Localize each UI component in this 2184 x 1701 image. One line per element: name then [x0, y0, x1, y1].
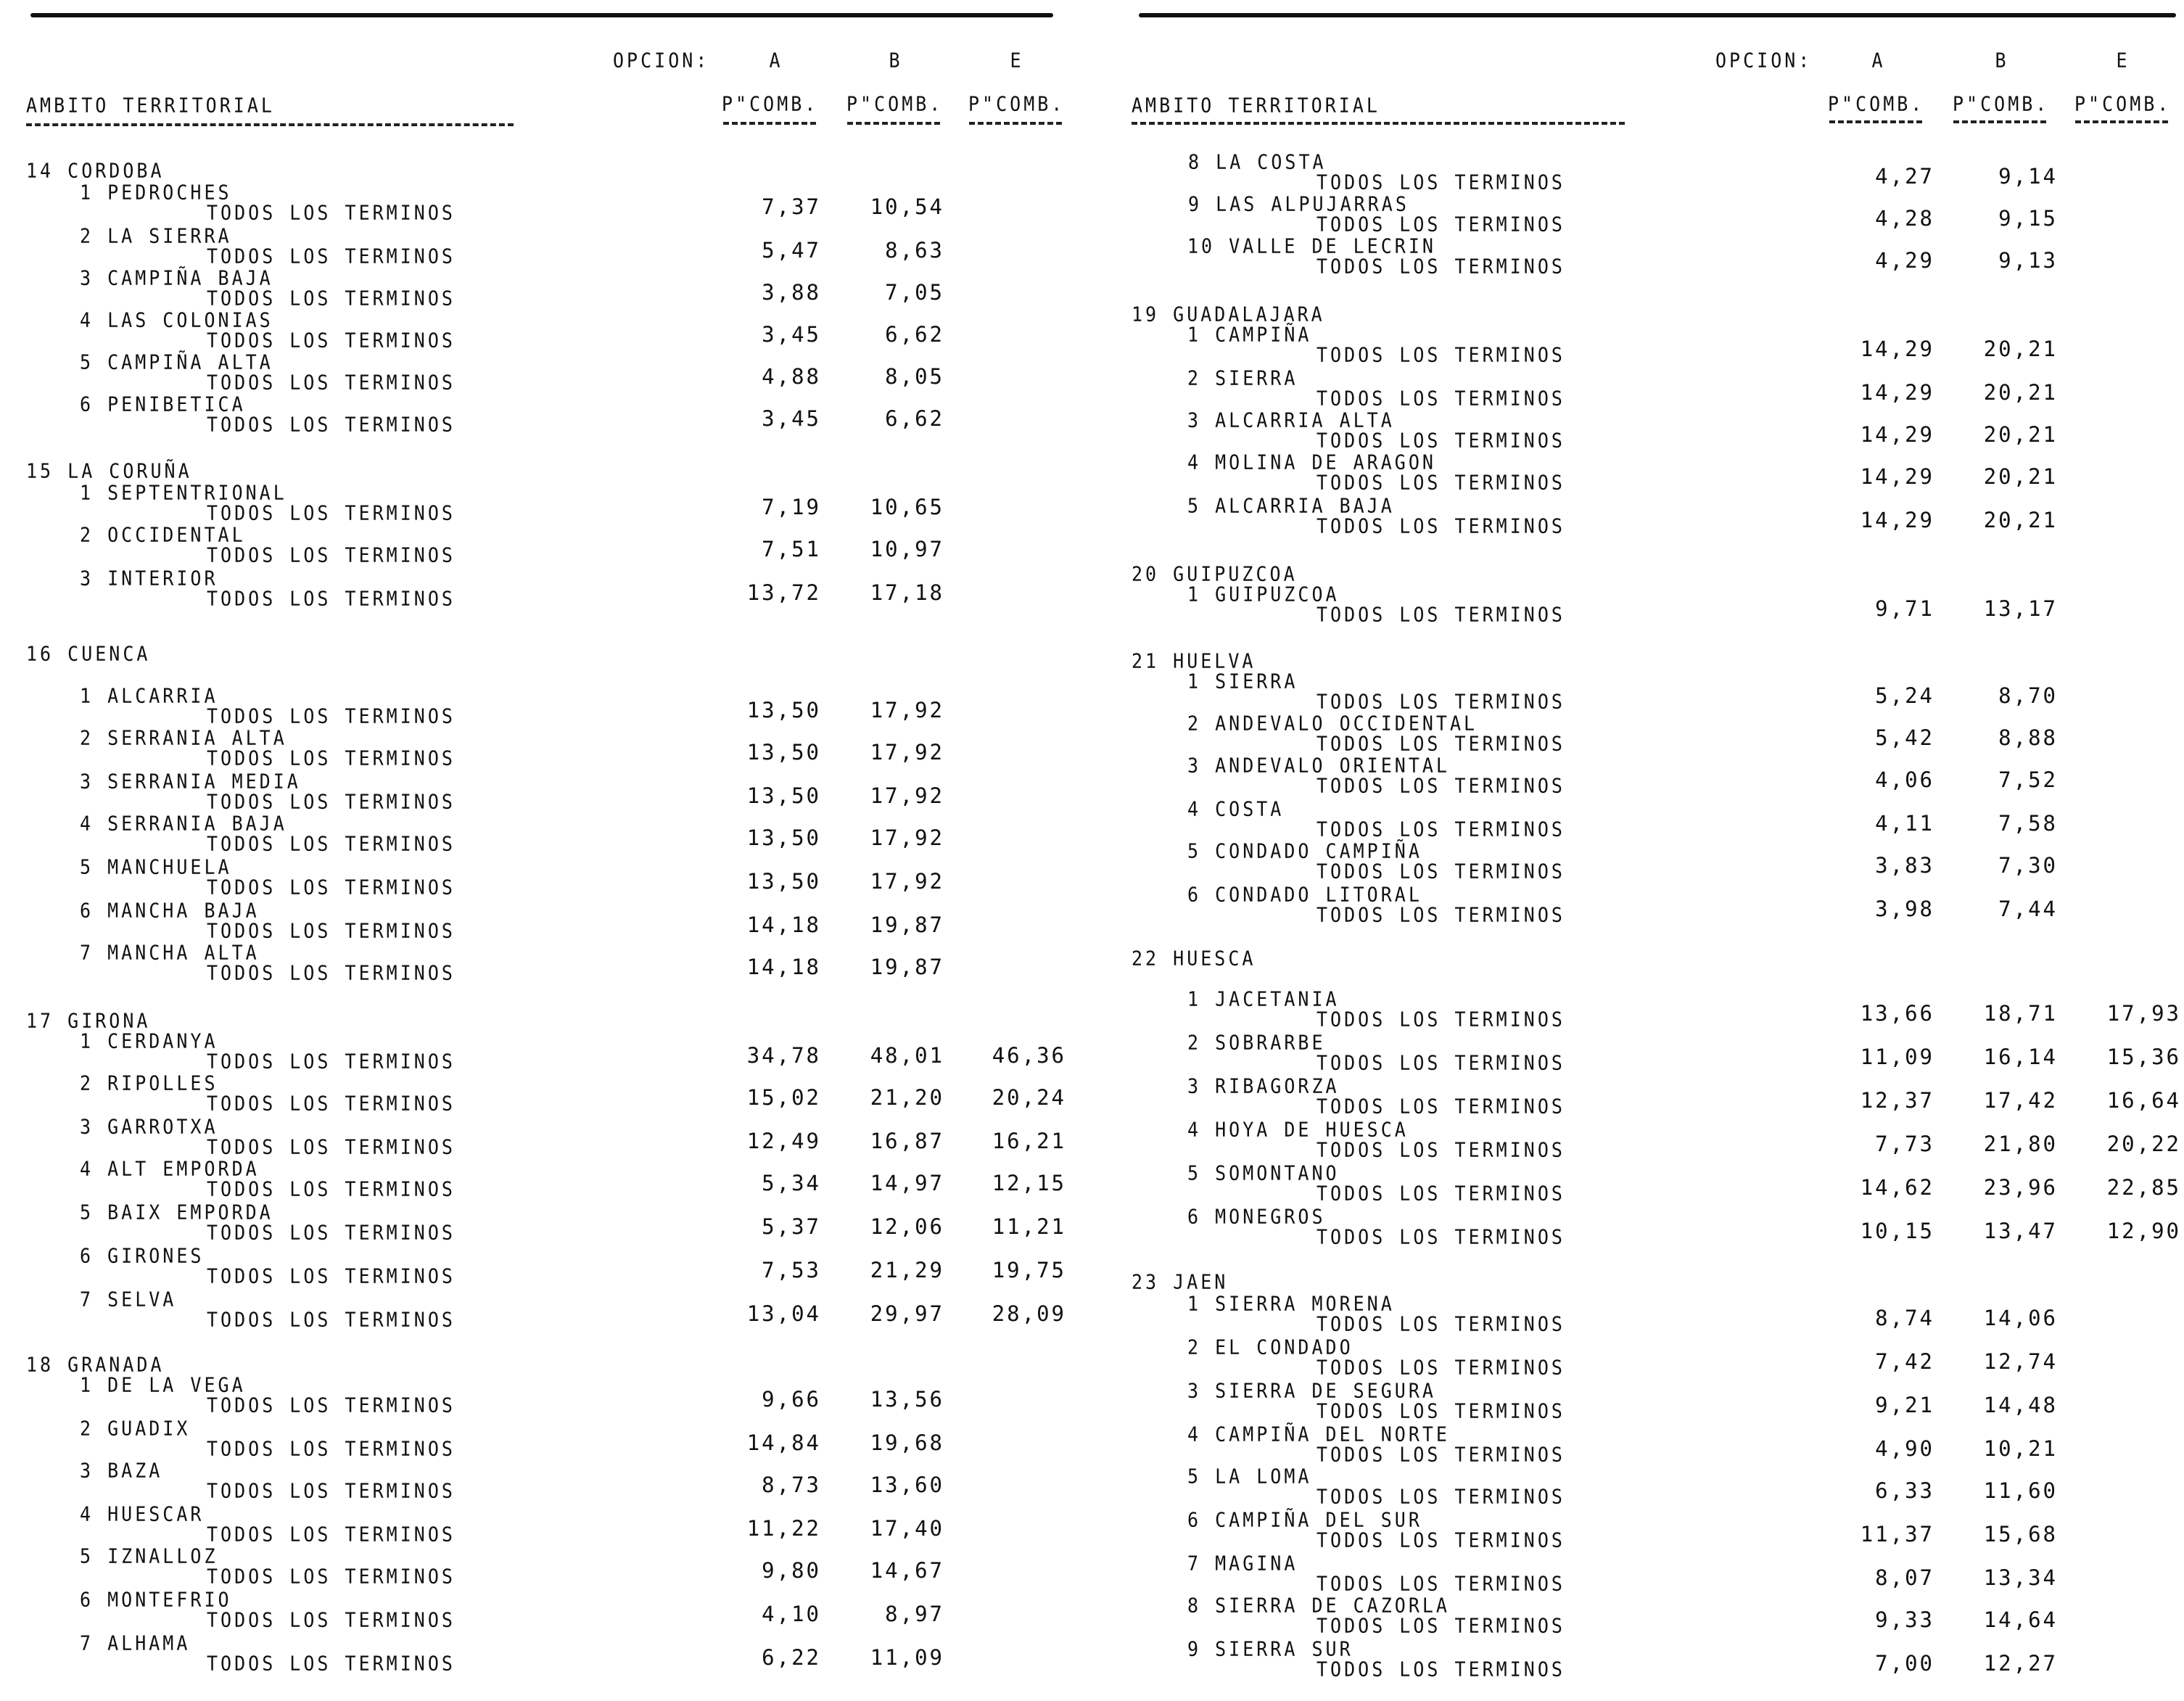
comarca-label: 1 JACETANIA — [1187, 987, 1340, 1011]
terms-label: TODOS LOS TERMINOS — [207, 200, 456, 225]
column-b-header: P"COMB. — [1953, 91, 2050, 116]
value-option-a: 11,22 — [746, 1516, 821, 1541]
comarca-label: 1 PEDROCHES — [80, 180, 232, 205]
column-a-underline — [723, 122, 816, 125]
value-option-e: 16,21 — [992, 1129, 1066, 1153]
column-b-underline — [847, 122, 940, 125]
comarca-label: 6 MONEGROS — [1187, 1204, 1326, 1229]
value-option-b: 10,65 — [870, 495, 944, 519]
value-option-b: 6,62 — [885, 406, 944, 431]
value-option-b: 12,27 — [1983, 1651, 2058, 1676]
value-option-a: 7,00 — [1875, 1651, 1934, 1676]
opcion-label: OPCION: — [613, 48, 710, 73]
value-option-a: 7,51 — [762, 537, 821, 561]
value-option-a: 9,71 — [1875, 596, 1934, 621]
ambito-underline — [26, 123, 514, 126]
terms-label: TODOS LOS TERMINOS — [1316, 817, 1565, 841]
terms-label: TODOS LOS TERMINOS — [207, 789, 456, 814]
column-a-underline — [1829, 120, 1922, 123]
comarca-label: 1 ALCARRIA — [80, 683, 218, 708]
ambito-underline — [1132, 122, 1625, 125]
value-option-e: 28,09 — [992, 1301, 1066, 1326]
value-option-b: 8,63 — [885, 238, 944, 263]
value-option-b: 20,21 — [1983, 508, 2058, 532]
value-option-a: 34,78 — [746, 1043, 821, 1068]
comarca-label: 1 GUIPUZCOA — [1187, 582, 1340, 606]
value-option-e: 12,90 — [2106, 1219, 2181, 1243]
value-option-b: 6,62 — [885, 322, 944, 347]
value-option-b: 8,70 — [1998, 683, 2058, 708]
comarca-label: 5 IZNALLOZ — [80, 1544, 218, 1568]
value-option-e: 20,22 — [2106, 1132, 2181, 1156]
terms-label: TODOS LOS TERMINOS — [1316, 859, 1565, 884]
column-b-header: P"COMB. — [846, 91, 944, 116]
terms-label: TODOS LOS TERMINOS — [1316, 1311, 1565, 1336]
terms-label: TODOS LOS TERMINOS — [207, 1091, 456, 1116]
option-a-label: A — [1871, 48, 1886, 73]
value-option-b: 20,21 — [1983, 422, 2058, 447]
value-option-a: 5,34 — [762, 1171, 821, 1195]
terms-label: TODOS LOS TERMINOS — [207, 1651, 456, 1676]
comarca-label: 5 CAMPIÑA ALTA — [80, 350, 273, 374]
comarca-label: 6 PENIBETICA — [80, 392, 246, 416]
terms-label: TODOS LOS TERMINOS — [207, 412, 456, 437]
value-option-a: 9,80 — [762, 1558, 821, 1583]
comarca-label: 7 SELVA — [80, 1287, 177, 1311]
value-option-b: 21,80 — [1983, 1132, 2058, 1156]
value-option-a: 7,37 — [762, 194, 821, 219]
value-option-b: 17,42 — [1983, 1088, 2058, 1113]
terms-label: TODOS LOS TERMINOS — [1316, 1484, 1565, 1509]
left-page — [0, 0, 1066, 1701]
value-option-b: 21,29 — [870, 1258, 944, 1282]
comarca-label: 5 SOMONTANO — [1187, 1161, 1340, 1185]
value-option-b: 7,05 — [885, 280, 944, 305]
value-option-a: 7,19 — [762, 495, 821, 519]
terms-label: TODOS LOS TERMINOS — [1316, 212, 1565, 236]
value-option-a: 4,10 — [762, 1602, 821, 1626]
terms-label: TODOS LOS TERMINOS — [1316, 342, 1565, 367]
value-option-b: 13,17 — [1983, 596, 2058, 621]
comarca-label: 9 LAS ALPUJARRAS — [1174, 191, 1409, 216]
terms-label: TODOS LOS TERMINOS — [1316, 1094, 1565, 1119]
province-heading: 23 JAEN — [1132, 1269, 1229, 1294]
comarca-label: 1 CERDANYA — [80, 1029, 218, 1053]
terms-label: TODOS LOS TERMINOS — [207, 746, 456, 770]
value-option-a: 11,37 — [1860, 1522, 1934, 1546]
value-option-b: 7,52 — [1998, 767, 2058, 792]
value-option-e: 19,75 — [992, 1258, 1066, 1282]
comarca-label: 5 CONDADO CAMPIÑA — [1187, 839, 1422, 863]
comarca-label: 4 LAS COLONIAS — [80, 308, 273, 332]
terms-label: TODOS LOS TERMINOS — [1316, 1007, 1565, 1031]
value-option-b: 8,88 — [1998, 725, 2058, 750]
terms-label: TODOS LOS TERMINOS — [1316, 1657, 1565, 1681]
province-heading: 21 HUELVA — [1132, 648, 1256, 673]
ambito-territorial-label: AMBITO TERRITORIAL — [1132, 93, 1380, 118]
comarca-label: 2 GUADIX — [80, 1416, 191, 1441]
value-option-b: 12,74 — [1983, 1349, 2058, 1374]
comarca-label: 4 SERRANIA BAJA — [80, 811, 287, 836]
terms-label: TODOS LOS TERMINOS — [207, 286, 456, 310]
terms-label: TODOS LOS TERMINOS — [207, 1436, 456, 1461]
comarca-label: 7 MAGINA — [1187, 1551, 1298, 1576]
comarca-label: 6 GIRONES — [80, 1243, 205, 1268]
column-e-header: P"COMB. — [968, 91, 1066, 116]
value-option-b: 9,15 — [1998, 206, 2058, 231]
column-e-underline — [2075, 120, 2168, 123]
value-option-a: 4,06 — [1875, 767, 1934, 792]
terms-label: TODOS LOS TERMINOS — [207, 1564, 456, 1589]
terms-label: TODOS LOS TERMINOS — [1316, 602, 1565, 627]
terms-label: TODOS LOS TERMINOS — [207, 328, 456, 353]
comarca-label: 1 CAMPIÑA — [1187, 322, 1312, 347]
comarca-label: 9 SIERRA SUR — [1187, 1636, 1353, 1661]
terms-label: TODOS LOS TERMINOS — [1316, 1571, 1565, 1596]
top-rule — [30, 13, 1053, 17]
terms-label: TODOS LOS TERMINOS — [1316, 773, 1565, 798]
terms-label: TODOS LOS TERMINOS — [207, 1478, 456, 1503]
right-page — [1121, 0, 2184, 1701]
comarca-label: 7 ALHAMA — [80, 1631, 191, 1655]
value-option-e: 16,64 — [2106, 1088, 2181, 1113]
value-option-a: 5,47 — [762, 238, 821, 263]
terms-label: TODOS LOS TERMINOS — [207, 960, 456, 985]
province-heading: 18 GRANADA — [26, 1352, 165, 1377]
terms-label: TODOS LOS TERMINOS — [1316, 902, 1565, 927]
terms-label: TODOS LOS TERMINOS — [1316, 386, 1565, 411]
value-option-b: 17,92 — [870, 825, 944, 850]
value-option-a: 3,88 — [762, 280, 821, 305]
terms-label: TODOS LOS TERMINOS — [207, 1393, 456, 1417]
comarca-label: 5 LA LOMA — [1187, 1464, 1312, 1488]
comarca-label: 3 CAMPIÑA BAJA — [80, 265, 273, 290]
value-option-b: 7,44 — [1998, 897, 2058, 921]
value-option-b: 23,96 — [1983, 1175, 2058, 1200]
value-option-a: 12,37 — [1860, 1088, 1934, 1113]
comarca-label: 4 HOYA DE HUESCA — [1187, 1117, 1409, 1142]
comarca-label: 8 SIERRA DE CAZORLA — [1187, 1593, 1450, 1618]
option-b-label: B — [1995, 48, 2009, 73]
value-option-a: 14,29 — [1860, 508, 1934, 532]
value-option-a: 10,15 — [1860, 1219, 1934, 1243]
value-option-a: 9,21 — [1875, 1393, 1934, 1417]
value-option-a: 4,88 — [762, 364, 821, 389]
value-option-a: 14,29 — [1860, 422, 1934, 447]
value-option-b: 19,87 — [870, 955, 944, 979]
value-option-a: 6,33 — [1875, 1478, 1934, 1503]
terms-label: TODOS LOS TERMINOS — [1316, 1399, 1565, 1423]
terms-label: TODOS LOS TERMINOS — [207, 1220, 456, 1245]
province-heading: 22 HUESCA — [1132, 946, 1256, 971]
value-option-a: 4,28 — [1875, 206, 1934, 231]
terms-label: TODOS LOS TERMINOS — [1316, 1442, 1565, 1467]
comarca-label: 4 CAMPIÑA DEL NORTE — [1187, 1422, 1450, 1446]
option-e-label: E — [2116, 48, 2130, 73]
comarca-label: 5 MANCHUELA — [80, 854, 232, 879]
comarca-label: 2 SOBRARBE — [1187, 1030, 1326, 1055]
terms-label: TODOS LOS TERMINOS — [1316, 1050, 1565, 1075]
value-option-a: 5,37 — [762, 1214, 821, 1239]
comarca-label: 4 COSTA — [1187, 796, 1285, 821]
comarca-label: 7 MANCHA ALTA — [80, 940, 260, 965]
value-option-a: 4,29 — [1875, 248, 1934, 273]
terms-label: TODOS LOS TERMINOS — [207, 831, 456, 856]
terms-label: TODOS LOS TERMINOS — [1316, 1528, 1565, 1552]
terms-label: TODOS LOS TERMINOS — [1316, 428, 1565, 453]
value-option-b: 7,30 — [1998, 853, 2058, 878]
terms-label: TODOS LOS TERMINOS — [1316, 1613, 1565, 1638]
comarca-label: 3 ALCARRIA ALTA — [1187, 408, 1395, 432]
terms-label: TODOS LOS TERMINOS — [207, 704, 456, 728]
value-option-b: 12,06 — [870, 1214, 944, 1239]
value-option-e: 15,36 — [2106, 1045, 2181, 1069]
comarca-label: 8 LA COSTA — [1174, 149, 1327, 174]
comarca-label: 4 MOLINA DE ARAGON — [1187, 450, 1436, 474]
comarca-label: 1 SIERRA MORENA — [1187, 1291, 1395, 1316]
terms-label: TODOS LOS TERMINOS — [207, 1607, 456, 1632]
terms-label: TODOS LOS TERMINOS — [1316, 1224, 1565, 1249]
value-option-b: 14,64 — [1983, 1607, 2058, 1632]
terms-label: TODOS LOS TERMINOS — [1316, 470, 1565, 495]
comarca-label: 3 INTERIOR — [80, 566, 218, 590]
comarca-label: 10 VALLE DE LECRIN — [1187, 234, 1436, 258]
terms-label: TODOS LOS TERMINOS — [207, 1307, 456, 1332]
value-option-b: 19,68 — [870, 1430, 944, 1455]
value-option-b: 17,92 — [870, 740, 944, 765]
value-option-b: 13,60 — [870, 1473, 944, 1497]
comarca-label: 1 DE LA VEGA — [80, 1372, 246, 1397]
value-option-b: 10,21 — [1983, 1436, 2058, 1461]
value-option-b: 17,92 — [870, 698, 944, 722]
value-option-e: 12,15 — [992, 1171, 1066, 1195]
value-option-a: 13,50 — [746, 740, 821, 765]
value-option-a: 8,74 — [1875, 1306, 1934, 1330]
province-heading: 16 CUENCA — [26, 641, 151, 666]
value-option-b: 15,68 — [1983, 1522, 2058, 1546]
comarca-label: 3 ANDEVALO ORIENTAL — [1187, 753, 1450, 778]
comarca-label: 2 RIPOLLES — [80, 1071, 218, 1095]
comarca-label: 3 SERRANIA MEDIA — [80, 769, 301, 794]
value-option-a: 14,62 — [1860, 1175, 1934, 1200]
value-option-a: 6,22 — [762, 1645, 821, 1670]
column-e-header: P"COMB. — [2074, 91, 2172, 116]
comarca-label: 1 SEPTENTRIONAL — [80, 480, 287, 505]
value-option-b: 11,60 — [1983, 1478, 2058, 1503]
value-option-a: 14,29 — [1860, 464, 1934, 489]
comarca-label: 4 HUESCAR — [80, 1502, 205, 1526]
comarca-label: 5 ALCARRIA BAJA — [1187, 493, 1395, 518]
value-option-a: 3,45 — [762, 406, 821, 431]
value-option-a: 13,50 — [746, 698, 821, 722]
column-e-underline — [969, 122, 1062, 125]
value-option-b: 9,14 — [1998, 164, 2058, 189]
value-option-b: 14,06 — [1983, 1306, 2058, 1330]
terms-label: TODOS LOS TERMINOS — [207, 244, 456, 268]
value-option-a: 13,50 — [746, 869, 821, 894]
opcion-label: OPCION: — [1715, 48, 1813, 73]
terms-label: TODOS LOS TERMINOS — [207, 1264, 456, 1288]
option-e-label: E — [1010, 48, 1024, 73]
value-option-b: 10,54 — [870, 194, 944, 219]
value-option-b: 16,87 — [870, 1129, 944, 1153]
province-heading: 14 CORDOBA — [26, 158, 165, 183]
value-option-a: 7,73 — [1875, 1132, 1934, 1156]
value-option-a: 4,11 — [1875, 811, 1934, 836]
ambito-territorial-label: AMBITO TERRITORIAL — [26, 93, 275, 118]
value-option-a: 14,29 — [1860, 337, 1934, 361]
value-option-a: 8,07 — [1875, 1565, 1934, 1590]
value-option-e: 20,24 — [992, 1085, 1066, 1110]
value-option-b: 17,18 — [870, 580, 944, 605]
comarca-label: 2 EL CONDADO — [1187, 1335, 1353, 1359]
value-option-e: 11,21 — [992, 1214, 1066, 1239]
value-option-a: 11,09 — [1860, 1045, 1934, 1069]
value-option-b: 20,21 — [1983, 380, 2058, 405]
value-option-a: 13,04 — [746, 1301, 821, 1326]
value-option-a: 3,83 — [1875, 853, 1934, 878]
value-option-a: 14,29 — [1860, 380, 1934, 405]
value-option-b: 10,97 — [870, 537, 944, 561]
value-option-b: 17,92 — [870, 869, 944, 894]
comarca-label: 6 CONDADO LITORAL — [1187, 882, 1422, 907]
comarca-label: 5 BAIX EMPORDA — [80, 1200, 273, 1224]
comarca-label: 2 SERRANIA ALTA — [80, 725, 287, 750]
value-option-b: 18,71 — [1983, 1001, 2058, 1026]
province-heading: 17 GIRONA — [26, 1008, 151, 1033]
province-heading: 15 LA CORUÑA — [26, 458, 192, 483]
value-option-a: 5,42 — [1875, 725, 1934, 750]
value-option-a: 7,53 — [762, 1258, 821, 1282]
value-option-a: 13,50 — [746, 825, 821, 850]
value-option-b: 9,13 — [1998, 248, 2058, 273]
value-option-a: 4,27 — [1875, 164, 1934, 189]
comarca-label: 6 MANCHA BAJA — [80, 898, 260, 923]
value-option-a: 13,72 — [746, 580, 821, 605]
terms-label: TODOS LOS TERMINOS — [1316, 1355, 1565, 1380]
value-option-a: 3,45 — [762, 322, 821, 347]
value-option-b: 13,56 — [870, 1387, 944, 1412]
value-option-a: 9,33 — [1875, 1607, 1934, 1632]
value-option-a: 8,73 — [762, 1473, 821, 1497]
top-rule — [1139, 13, 2176, 17]
terms-label: TODOS LOS TERMINOS — [1316, 689, 1565, 714]
value-option-a: 14,18 — [746, 913, 821, 937]
option-b-label: B — [889, 48, 903, 73]
value-option-e: 17,93 — [2106, 1001, 2181, 1026]
value-option-b: 20,21 — [1983, 464, 2058, 489]
value-option-a: 13,50 — [746, 783, 821, 808]
comarca-label: 4 ALT EMPORDA — [80, 1156, 260, 1181]
value-option-b: 17,40 — [870, 1516, 944, 1541]
comarca-label: 1 SIERRA — [1187, 669, 1298, 693]
comarca-label: 2 ANDEVALO OCCIDENTAL — [1187, 711, 1478, 736]
value-option-b: 7,58 — [1998, 811, 2058, 836]
comarca-label: 2 SIERRA — [1187, 366, 1298, 390]
comarca-label: 3 SIERRA DE SEGURA — [1187, 1378, 1436, 1403]
comarca-label: 6 CAMPIÑA DEL SUR — [1187, 1507, 1422, 1532]
province-heading: 19 GUADALAJARA — [1132, 302, 1325, 326]
value-option-a: 12,49 — [746, 1129, 821, 1153]
value-option-a: 9,66 — [762, 1387, 821, 1412]
value-option-b: 48,01 — [870, 1043, 944, 1068]
comarca-label: 2 LA SIERRA — [80, 223, 232, 248]
value-option-b: 21,20 — [870, 1085, 944, 1110]
terms-label: TODOS LOS TERMINOS — [207, 586, 456, 611]
value-option-b: 8,05 — [885, 364, 944, 389]
value-option-b: 8,97 — [885, 1602, 944, 1626]
comarca-label: 6 MONTEFRIO — [80, 1587, 232, 1612]
value-option-b: 11,09 — [870, 1645, 944, 1670]
terms-label: TODOS LOS TERMINOS — [207, 370, 456, 395]
value-option-e: 46,36 — [992, 1043, 1066, 1068]
province-heading: 20 GUIPUZCOA — [1132, 561, 1298, 586]
value-option-b: 29,97 — [870, 1301, 944, 1326]
terms-label: TODOS LOS TERMINOS — [207, 1522, 456, 1546]
terms-label: TODOS LOS TERMINOS — [207, 1134, 456, 1159]
value-option-a: 3,98 — [1875, 897, 1934, 921]
terms-label: TODOS LOS TERMINOS — [207, 1177, 456, 1201]
value-option-b: 13,47 — [1983, 1219, 2058, 1243]
terms-label: TODOS LOS TERMINOS — [207, 1049, 456, 1074]
terms-label: TODOS LOS TERMINOS — [207, 918, 456, 943]
column-a-header: P"COMB. — [1828, 91, 1925, 116]
value-option-b: 14,97 — [870, 1171, 944, 1195]
terms-label: TODOS LOS TERMINOS — [207, 501, 456, 525]
terms-label: TODOS LOS TERMINOS — [1316, 1181, 1565, 1206]
terms-label: TODOS LOS TERMINOS — [207, 875, 456, 899]
value-option-a: 13,66 — [1860, 1001, 1934, 1026]
comarca-label: 2 OCCIDENTAL — [80, 522, 246, 547]
value-option-b: 16,14 — [1983, 1045, 2058, 1069]
value-option-b: 20,21 — [1983, 337, 2058, 361]
comarca-label: 3 RIBAGORZA — [1187, 1074, 1340, 1098]
value-option-b: 17,92 — [870, 783, 944, 808]
value-option-a: 15,02 — [746, 1085, 821, 1110]
comarca-label: 3 BAZA — [80, 1458, 163, 1483]
value-option-b: 14,67 — [870, 1558, 944, 1583]
comarca-label: 3 GARROTXA — [80, 1114, 218, 1139]
terms-label: TODOS LOS TERMINOS — [1316, 731, 1565, 756]
terms-label: TODOS LOS TERMINOS — [1316, 514, 1565, 538]
value-option-a: 4,90 — [1875, 1436, 1934, 1461]
value-option-a: 14,18 — [746, 955, 821, 979]
terms-label: TODOS LOS TERMINOS — [1316, 170, 1565, 194]
value-option-a: 14,84 — [746, 1430, 821, 1455]
terms-label: TODOS LOS TERMINOS — [1316, 254, 1565, 279]
value-option-a: 5,24 — [1875, 683, 1934, 708]
column-b-underline — [1953, 120, 2046, 123]
column-a-header: P"COMB. — [722, 91, 819, 116]
terms-label: TODOS LOS TERMINOS — [207, 543, 456, 567]
value-option-a: 7,42 — [1875, 1349, 1934, 1374]
value-option-b: 13,34 — [1983, 1565, 2058, 1590]
value-option-e: 22,85 — [2106, 1175, 2181, 1200]
value-option-b: 14,48 — [1983, 1393, 2058, 1417]
value-option-b: 19,87 — [870, 913, 944, 937]
terms-label: TODOS LOS TERMINOS — [1316, 1137, 1565, 1162]
option-a-label: A — [769, 48, 783, 73]
